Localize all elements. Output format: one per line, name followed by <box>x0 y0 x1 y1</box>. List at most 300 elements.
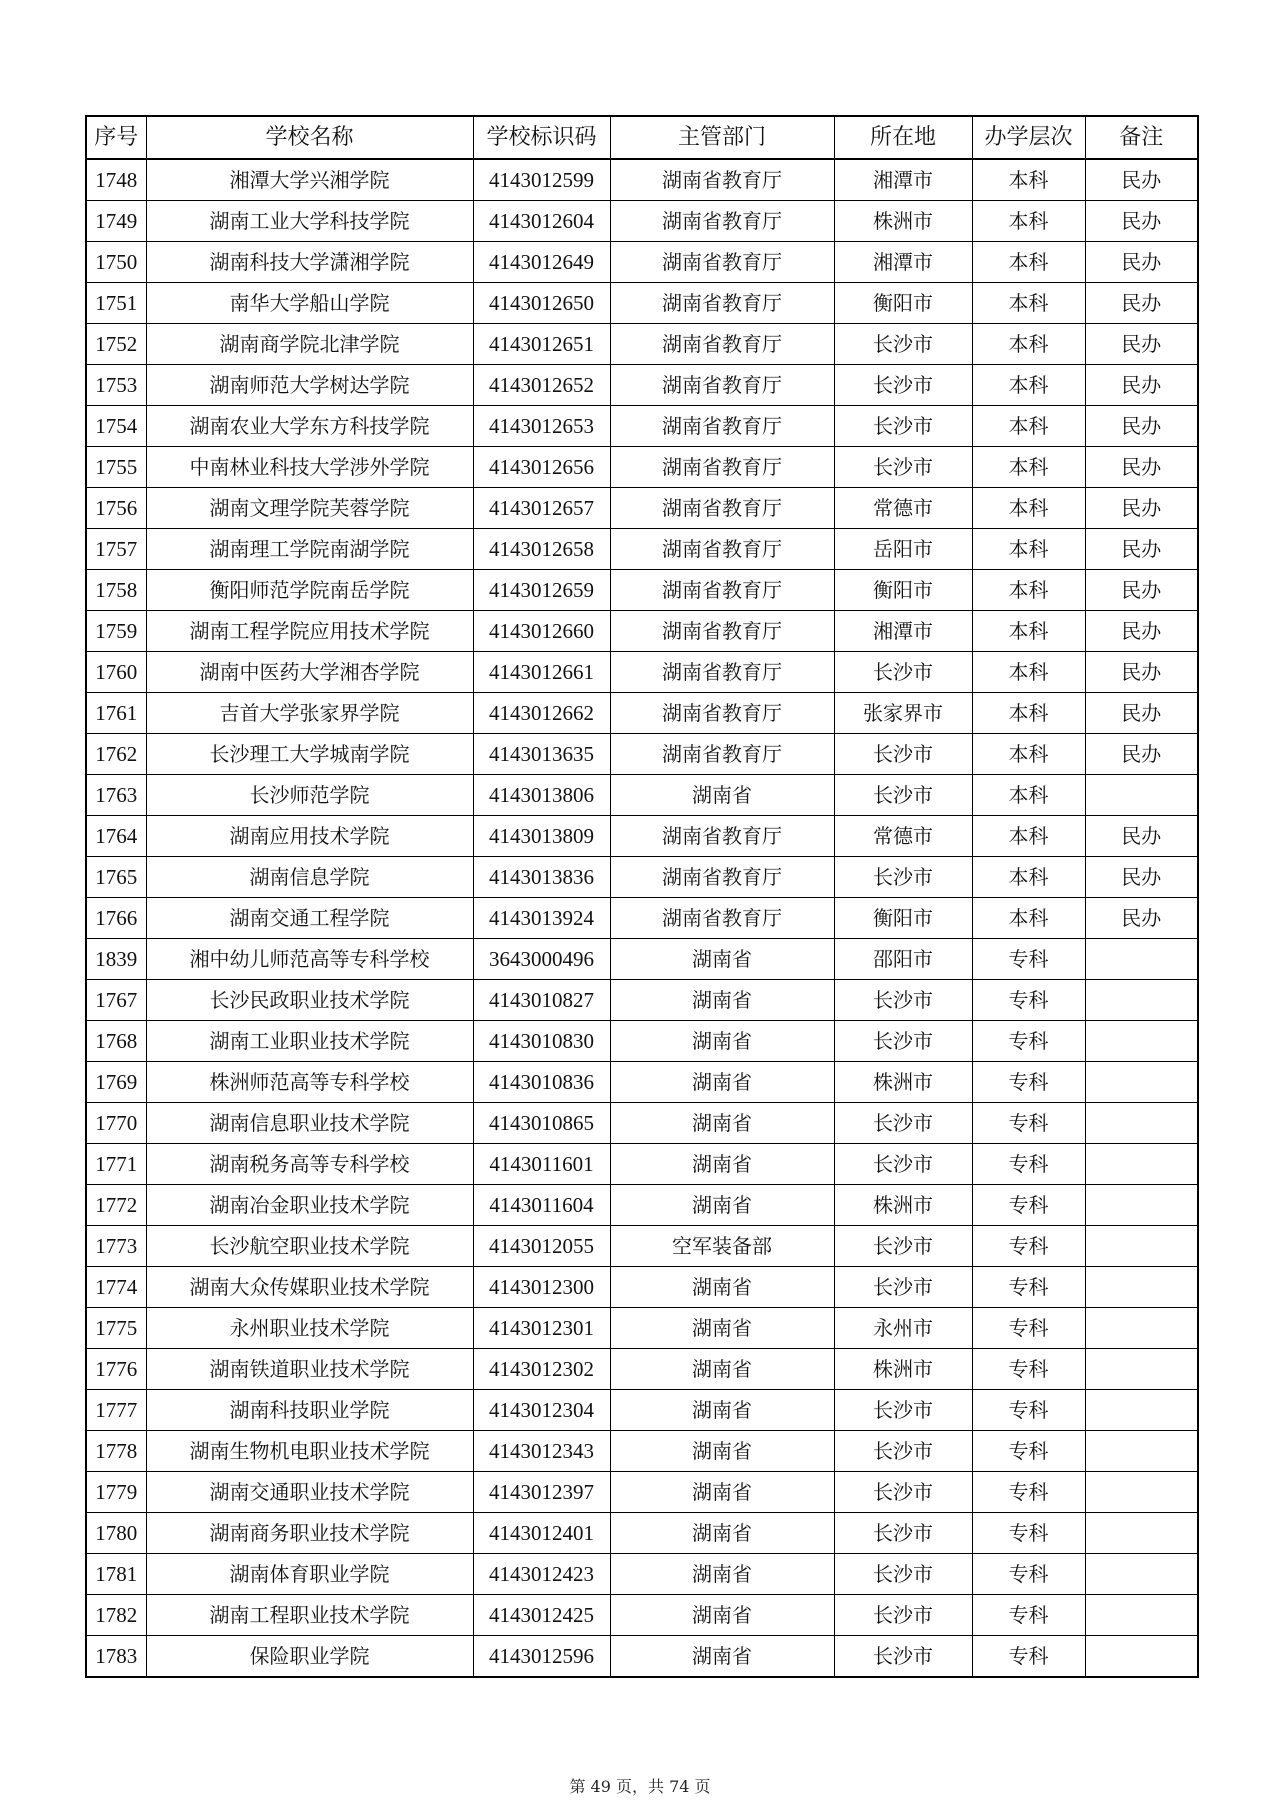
cell-code: 4143010827 <box>473 980 610 1021</box>
cell-level: 专科 <box>972 1472 1085 1513</box>
cell-loc: 长沙市 <box>834 1636 972 1678</box>
cell-dept: 湖南省教育厅 <box>610 693 834 734</box>
cell-note <box>1085 1595 1198 1636</box>
cell-name: 中南林业科技大学涉外学院 <box>146 447 473 488</box>
cell-dept: 湖南省 <box>610 1472 834 1513</box>
cell-code: 3643000496 <box>473 939 610 980</box>
table-row <box>86 365 1198 406</box>
cell-note <box>1085 1554 1198 1595</box>
header-row <box>86 116 1198 159</box>
cell-seq: 1766 <box>86 898 146 939</box>
cell-dept: 湖南省 <box>610 1308 834 1349</box>
cell-code: 4143013635 <box>473 734 610 775</box>
cell-name: 长沙师范学院 <box>146 775 473 816</box>
table-row <box>86 488 1198 529</box>
cell-note <box>1085 1636 1198 1678</box>
cell-note: 民办 <box>1085 283 1198 324</box>
cell-note <box>1085 939 1198 980</box>
cell-code: 4143013809 <box>473 816 610 857</box>
cell-note: 民办 <box>1085 693 1198 734</box>
cell-seq: 1777 <box>86 1390 146 1431</box>
cell-seq: 1759 <box>86 611 146 652</box>
table-row <box>86 201 1198 242</box>
cell-level: 本科 <box>972 242 1085 283</box>
cell-code: 4143012397 <box>473 1472 610 1513</box>
cell-code: 4143012425 <box>473 1595 610 1636</box>
cell-dept: 湖南省教育厅 <box>610 488 834 529</box>
cell-loc: 株洲市 <box>834 1062 972 1103</box>
cell-code: 4143012604 <box>473 201 610 242</box>
table-row <box>86 1308 1198 1349</box>
cell-name: 长沙理工大学城南学院 <box>146 734 473 775</box>
table-row <box>86 1595 1198 1636</box>
cell-dept: 湖南省教育厅 <box>610 529 834 570</box>
cell-seq: 1748 <box>86 159 146 201</box>
cell-loc: 湘潭市 <box>834 159 972 201</box>
cell-level: 本科 <box>972 611 1085 652</box>
cell-seq: 1763 <box>86 775 146 816</box>
cell-level: 专科 <box>972 1390 1085 1431</box>
cell-code: 4143012652 <box>473 365 610 406</box>
table-row <box>86 857 1198 898</box>
cell-dept: 湖南省教育厅 <box>610 365 834 406</box>
table-row <box>86 570 1198 611</box>
cell-seq: 1776 <box>86 1349 146 1390</box>
cell-dept: 湖南省教育厅 <box>610 201 834 242</box>
cell-seq: 1774 <box>86 1267 146 1308</box>
table-row <box>86 529 1198 570</box>
cell-dept: 湖南省 <box>610 1554 834 1595</box>
cell-dept: 湖南省教育厅 <box>610 570 834 611</box>
page-number: 第 49 页，共 74 页 <box>569 1777 711 1796</box>
cell-seq: 1754 <box>86 406 146 447</box>
cell-name: 湖南中医药大学湘杏学院 <box>146 652 473 693</box>
cell-level: 本科 <box>972 857 1085 898</box>
cell-seq: 1761 <box>86 693 146 734</box>
cell-note: 民办 <box>1085 734 1198 775</box>
cell-seq: 1770 <box>86 1103 146 1144</box>
cell-name: 湖南税务高等专科学校 <box>146 1144 473 1185</box>
cell-note <box>1085 1062 1198 1103</box>
cell-code: 4143013836 <box>473 857 610 898</box>
table-row <box>86 1021 1198 1062</box>
cell-loc: 长沙市 <box>834 857 972 898</box>
cell-level: 本科 <box>972 693 1085 734</box>
cell-seq: 1839 <box>86 939 146 980</box>
cell-seq: 1768 <box>86 1021 146 1062</box>
cell-dept: 湖南省教育厅 <box>610 324 834 365</box>
cell-level: 本科 <box>972 283 1085 324</box>
cell-loc: 永州市 <box>834 1308 972 1349</box>
cell-seq: 1772 <box>86 1185 146 1226</box>
cell-name: 湖南科技大学潇湘学院 <box>146 242 473 283</box>
cell-loc: 长沙市 <box>834 1554 972 1595</box>
cell-loc: 常德市 <box>834 488 972 529</box>
cell-dept: 湖南省 <box>610 1021 834 1062</box>
cell-code: 4143010865 <box>473 1103 610 1144</box>
cell-code: 4143012301 <box>473 1308 610 1349</box>
cell-loc: 长沙市 <box>834 365 972 406</box>
cell-name: 湖南理工学院南湖学院 <box>146 529 473 570</box>
cell-level: 专科 <box>972 1595 1085 1636</box>
cell-level: 本科 <box>972 816 1085 857</box>
cell-level: 本科 <box>972 529 1085 570</box>
cell-name: 湖南农业大学东方科技学院 <box>146 406 473 447</box>
header-note: 备注 <box>1085 116 1198 159</box>
cell-name: 保险职业学院 <box>146 1636 473 1678</box>
cell-code: 4143012423 <box>473 1554 610 1595</box>
cell-dept: 湖南省教育厅 <box>610 734 834 775</box>
cell-loc: 长沙市 <box>834 1144 972 1185</box>
table-row <box>86 1390 1198 1431</box>
cell-note <box>1085 1226 1198 1267</box>
cell-code: 4143012651 <box>473 324 610 365</box>
cell-code: 4143011604 <box>473 1185 610 1226</box>
cell-level: 专科 <box>972 1554 1085 1595</box>
cell-level: 本科 <box>972 159 1085 201</box>
cell-name: 湖南文理学院芙蓉学院 <box>146 488 473 529</box>
cell-seq: 1764 <box>86 816 146 857</box>
cell-dept: 湖南省 <box>610 1636 834 1678</box>
cell-dept: 湖南省教育厅 <box>610 898 834 939</box>
cell-code: 4143012649 <box>473 242 610 283</box>
table-row <box>86 980 1198 1021</box>
cell-loc: 长沙市 <box>834 775 972 816</box>
cell-code: 4143012660 <box>473 611 610 652</box>
cell-loc: 长沙市 <box>834 1267 972 1308</box>
cell-loc: 长沙市 <box>834 980 972 1021</box>
table-row <box>86 939 1198 980</box>
cell-note: 民办 <box>1085 201 1198 242</box>
table-row <box>86 1513 1198 1554</box>
cell-name: 吉首大学张家界学院 <box>146 693 473 734</box>
cell-seq: 1756 <box>86 488 146 529</box>
table-row <box>86 816 1198 857</box>
cell-level: 专科 <box>972 1226 1085 1267</box>
cell-level: 专科 <box>972 1636 1085 1678</box>
cell-loc: 长沙市 <box>834 1390 972 1431</box>
cell-code: 4143012304 <box>473 1390 610 1431</box>
cell-dept: 湖南省教育厅 <box>610 242 834 283</box>
cell-name: 湖南工程学院应用技术学院 <box>146 611 473 652</box>
cell-loc: 湘潭市 <box>834 611 972 652</box>
cell-dept: 湖南省教育厅 <box>610 159 834 201</box>
cell-seq: 1769 <box>86 1062 146 1103</box>
cell-note: 民办 <box>1085 529 1198 570</box>
cell-loc: 长沙市 <box>834 406 972 447</box>
cell-note: 民办 <box>1085 816 1198 857</box>
cell-loc: 衡阳市 <box>834 898 972 939</box>
cell-note: 民办 <box>1085 365 1198 406</box>
table-row <box>86 1185 1198 1226</box>
cell-level: 本科 <box>972 406 1085 447</box>
cell-seq: 1751 <box>86 283 146 324</box>
cell-dept: 湖南省 <box>610 1267 834 1308</box>
cell-note: 民办 <box>1085 570 1198 611</box>
cell-loc: 株洲市 <box>834 1185 972 1226</box>
cell-name: 湖南商学院北津学院 <box>146 324 473 365</box>
cell-level: 专科 <box>972 1267 1085 1308</box>
cell-note <box>1085 1021 1198 1062</box>
table-row <box>86 1062 1198 1103</box>
table-row <box>86 611 1198 652</box>
cell-level: 本科 <box>972 570 1085 611</box>
cell-loc: 长沙市 <box>834 652 972 693</box>
cell-name: 湘中幼儿师范高等专科学校 <box>146 939 473 980</box>
cell-code: 4143012657 <box>473 488 610 529</box>
cell-code: 4143010836 <box>473 1062 610 1103</box>
cell-seq: 1757 <box>86 529 146 570</box>
table-row <box>86 406 1198 447</box>
cell-note: 民办 <box>1085 898 1198 939</box>
cell-note: 民办 <box>1085 324 1198 365</box>
header-location: 所在地 <box>834 116 972 159</box>
cell-note <box>1085 775 1198 816</box>
cell-dept: 湖南省 <box>610 1390 834 1431</box>
cell-dept: 湖南省 <box>610 1349 834 1390</box>
cell-loc: 岳阳市 <box>834 529 972 570</box>
cell-level: 专科 <box>972 939 1085 980</box>
table-row <box>86 1267 1198 1308</box>
cell-seq: 1778 <box>86 1431 146 1472</box>
header-school-code: 学校标识码 <box>473 116 610 159</box>
cell-code: 4143012661 <box>473 652 610 693</box>
cell-code: 4143012662 <box>473 693 610 734</box>
cell-loc: 长沙市 <box>834 1513 972 1554</box>
cell-loc: 株洲市 <box>834 1349 972 1390</box>
cell-level: 本科 <box>972 488 1085 529</box>
cell-seq: 1753 <box>86 365 146 406</box>
cell-code: 4143012300 <box>473 1267 610 1308</box>
cell-name: 湖南师范大学树达学院 <box>146 365 473 406</box>
cell-level: 本科 <box>972 652 1085 693</box>
cell-loc: 长沙市 <box>834 1595 972 1636</box>
cell-code: 4143012596 <box>473 1636 610 1678</box>
cell-loc: 衡阳市 <box>834 283 972 324</box>
cell-name: 湖南工程职业技术学院 <box>146 1595 473 1636</box>
cell-loc: 长沙市 <box>834 734 972 775</box>
cell-dept: 湖南省教育厅 <box>610 611 834 652</box>
cell-code: 4143012658 <box>473 529 610 570</box>
cell-dept: 湖南省教育厅 <box>610 447 834 488</box>
cell-dept: 湖南省 <box>610 980 834 1021</box>
cell-name: 湖南商务职业技术学院 <box>146 1513 473 1554</box>
cell-name: 湖南大众传媒职业技术学院 <box>146 1267 473 1308</box>
cell-name: 湖南生物机电职业技术学院 <box>146 1431 473 1472</box>
cell-dept: 湖南省 <box>610 1595 834 1636</box>
cell-name: 湖南工业大学科技学院 <box>146 201 473 242</box>
cell-note <box>1085 1185 1198 1226</box>
cell-seq: 1758 <box>86 570 146 611</box>
cell-level: 专科 <box>972 980 1085 1021</box>
cell-name: 湖南体育职业学院 <box>146 1554 473 1595</box>
cell-name: 湖南信息职业技术学院 <box>146 1103 473 1144</box>
cell-level: 本科 <box>972 365 1085 406</box>
cell-code: 4143012055 <box>473 1226 610 1267</box>
cell-code: 4143013806 <box>473 775 610 816</box>
cell-level: 专科 <box>972 1308 1085 1349</box>
cell-code: 4143012599 <box>473 159 610 201</box>
cell-seq: 1783 <box>86 1636 146 1678</box>
cell-note: 民办 <box>1085 242 1198 283</box>
cell-loc: 长沙市 <box>834 324 972 365</box>
cell-name: 湖南工业职业技术学院 <box>146 1021 473 1062</box>
cell-code: 4143011601 <box>473 1144 610 1185</box>
cell-level: 本科 <box>972 201 1085 242</box>
table-row <box>86 242 1198 283</box>
cell-level: 专科 <box>972 1513 1085 1554</box>
cell-note <box>1085 1431 1198 1472</box>
cell-level: 本科 <box>972 775 1085 816</box>
cell-note <box>1085 1390 1198 1431</box>
cell-name: 长沙航空职业技术学院 <box>146 1226 473 1267</box>
cell-dept: 湖南省教育厅 <box>610 857 834 898</box>
cell-seq: 1767 <box>86 980 146 1021</box>
cell-dept: 湖南省教育厅 <box>610 406 834 447</box>
cell-note: 民办 <box>1085 159 1198 201</box>
cell-seq: 1781 <box>86 1554 146 1595</box>
school-list-table <box>85 115 1199 1678</box>
cell-seq: 1760 <box>86 652 146 693</box>
cell-name: 南华大学船山学院 <box>146 283 473 324</box>
cell-code: 4143012659 <box>473 570 610 611</box>
cell-name: 湖南科技职业学院 <box>146 1390 473 1431</box>
cell-loc: 长沙市 <box>834 1472 972 1513</box>
cell-seq: 1773 <box>86 1226 146 1267</box>
cell-seq: 1750 <box>86 242 146 283</box>
cell-note <box>1085 1513 1198 1554</box>
cell-note <box>1085 980 1198 1021</box>
cell-dept: 湖南省教育厅 <box>610 652 834 693</box>
cell-name: 湖南信息学院 <box>146 857 473 898</box>
table-row <box>86 693 1198 734</box>
cell-level: 专科 <box>972 1349 1085 1390</box>
cell-level: 本科 <box>972 447 1085 488</box>
cell-dept: 湖南省 <box>610 1185 834 1226</box>
cell-loc: 长沙市 <box>834 1226 972 1267</box>
table-row <box>86 775 1198 816</box>
cell-level: 专科 <box>972 1144 1085 1185</box>
cell-name: 永州职业技术学院 <box>146 1308 473 1349</box>
cell-name: 株洲师范高等专科学校 <box>146 1062 473 1103</box>
cell-loc: 长沙市 <box>834 1103 972 1144</box>
cell-note: 民办 <box>1085 447 1198 488</box>
cell-note: 民办 <box>1085 652 1198 693</box>
cell-seq: 1765 <box>86 857 146 898</box>
cell-loc: 株洲市 <box>834 201 972 242</box>
cell-note <box>1085 1349 1198 1390</box>
cell-dept: 空军装备部 <box>610 1226 834 1267</box>
cell-dept: 湖南省 <box>610 1062 834 1103</box>
table-row <box>86 159 1198 201</box>
header-level: 办学层次 <box>972 116 1085 159</box>
cell-loc: 长沙市 <box>834 1021 972 1062</box>
cell-dept: 湖南省 <box>610 1513 834 1554</box>
cell-loc: 张家界市 <box>834 693 972 734</box>
cell-level: 本科 <box>972 734 1085 775</box>
table-header <box>86 116 1198 159</box>
cell-name: 湖南冶金职业技术学院 <box>146 1185 473 1226</box>
table-body <box>86 159 1198 1677</box>
header-seq: 序号 <box>86 116 146 159</box>
table-row <box>86 283 1198 324</box>
cell-code: 4143010830 <box>473 1021 610 1062</box>
table-row <box>86 1554 1198 1595</box>
cell-note: 民办 <box>1085 857 1198 898</box>
cell-code: 4143013924 <box>473 898 610 939</box>
cell-note <box>1085 1472 1198 1513</box>
cell-loc: 邵阳市 <box>834 939 972 980</box>
table-row <box>86 447 1198 488</box>
table-row <box>86 324 1198 365</box>
cell-seq: 1749 <box>86 201 146 242</box>
cell-level: 本科 <box>972 324 1085 365</box>
cell-loc: 常德市 <box>834 816 972 857</box>
cell-level: 专科 <box>972 1021 1085 1062</box>
cell-note: 民办 <box>1085 406 1198 447</box>
cell-loc: 湘潭市 <box>834 242 972 283</box>
table-row <box>86 1226 1198 1267</box>
cell-name: 长沙民政职业技术学院 <box>146 980 473 1021</box>
cell-seq: 1755 <box>86 447 146 488</box>
cell-dept: 湖南省 <box>610 939 834 980</box>
table-row <box>86 1103 1198 1144</box>
cell-loc: 长沙市 <box>834 1431 972 1472</box>
cell-seq: 1779 <box>86 1472 146 1513</box>
cell-note <box>1085 1267 1198 1308</box>
cell-dept: 湖南省 <box>610 775 834 816</box>
cell-code: 4143012650 <box>473 283 610 324</box>
cell-loc: 衡阳市 <box>834 570 972 611</box>
cell-name: 湘潭大学兴湘学院 <box>146 159 473 201</box>
cell-seq: 1782 <box>86 1595 146 1636</box>
table-row <box>86 1472 1198 1513</box>
cell-note: 民办 <box>1085 488 1198 529</box>
cell-name: 湖南应用技术学院 <box>146 816 473 857</box>
cell-seq: 1775 <box>86 1308 146 1349</box>
header-school-name: 学校名称 <box>146 116 473 159</box>
cell-note <box>1085 1103 1198 1144</box>
cell-dept: 湖南省 <box>610 1103 834 1144</box>
cell-name: 衡阳师范学院南岳学院 <box>146 570 473 611</box>
table-row <box>86 734 1198 775</box>
cell-name: 湖南铁道职业技术学院 <box>146 1349 473 1390</box>
table-row <box>86 1431 1198 1472</box>
cell-loc: 长沙市 <box>834 447 972 488</box>
cell-dept: 湖南省教育厅 <box>610 816 834 857</box>
table-row <box>86 898 1198 939</box>
cell-dept: 湖南省 <box>610 1431 834 1472</box>
cell-code: 4143012656 <box>473 447 610 488</box>
cell-code: 4143012343 <box>473 1431 610 1472</box>
table-row <box>86 652 1198 693</box>
cell-level: 专科 <box>972 1062 1085 1103</box>
cell-level: 本科 <box>972 898 1085 939</box>
cell-note <box>1085 1144 1198 1185</box>
cell-seq: 1780 <box>86 1513 146 1554</box>
cell-note <box>1085 1308 1198 1349</box>
cell-dept: 湖南省 <box>610 1144 834 1185</box>
cell-level: 专科 <box>972 1185 1085 1226</box>
cell-level: 专科 <box>972 1431 1085 1472</box>
cell-code: 4143012302 <box>473 1349 610 1390</box>
cell-level: 专科 <box>972 1103 1085 1144</box>
cell-code: 4143012653 <box>473 406 610 447</box>
cell-code: 4143012401 <box>473 1513 610 1554</box>
cell-seq: 1752 <box>86 324 146 365</box>
cell-seq: 1762 <box>86 734 146 775</box>
table-row <box>86 1144 1198 1185</box>
